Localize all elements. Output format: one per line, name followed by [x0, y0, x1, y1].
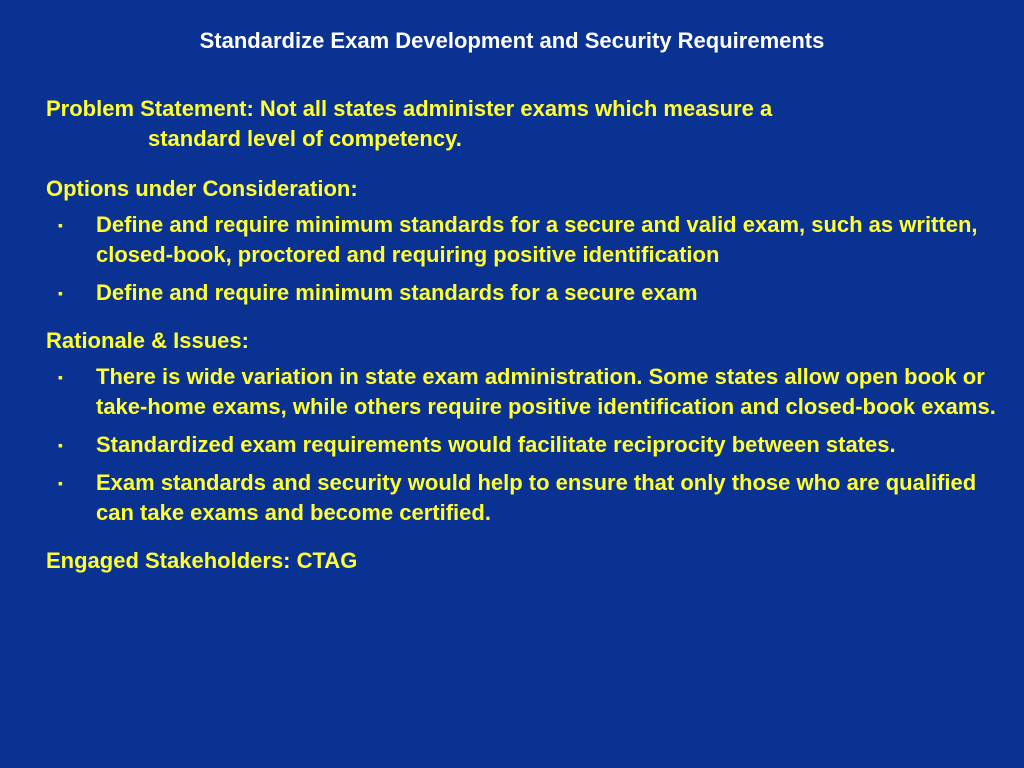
option-item	[46, 210, 996, 270]
rationale-heading: Rationale & Issues:	[46, 328, 249, 353]
options-list	[46, 210, 996, 308]
slide-title: Standardize Exam Development and Security Requirements	[199, 28, 825, 53]
rationale-text: Standardized exam requirements would facilitate reciprocity between states.	[96, 432, 896, 457]
bullet-icon: ▪	[58, 437, 63, 453]
engaged-stakeholders: Engaged Stakeholders: CTAG	[46, 548, 358, 573]
rationale-section	[46, 326, 996, 528]
bullet-icon: ▪	[58, 217, 63, 233]
options-heading: Options under Consideration:	[46, 176, 358, 201]
option-item	[46, 278, 996, 308]
option-text: Define and require minimum standards for a secure and valid exam, such as written, closed-book, proctored and requiring positive identification	[96, 212, 978, 267]
rationale-text: Exam standards and security would help to ensure that only those who are qualified can take exams and become certified.	[96, 470, 977, 525]
rationale-list	[46, 362, 996, 528]
problem-statement	[46, 94, 996, 154]
problem-statement-line-2: standard level of competency.	[148, 126, 462, 151]
problem-statement-line-1: Problem Statement: Not all states administer exams which measure a	[46, 96, 773, 121]
bullet-icon: ▪	[58, 475, 63, 491]
slide-content	[46, 94, 996, 576]
rationale-item	[46, 430, 996, 460]
bullet-icon: ▪	[58, 369, 63, 385]
rationale-item	[46, 468, 996, 528]
option-text: Define and require minimum standards for a secure exam	[96, 280, 698, 305]
rationale-item	[46, 362, 996, 422]
options-section	[46, 174, 996, 308]
rationale-text: There is wide variation in state exam administration. Some states allow open book or take-home exams, while others require positive identification and closed-book exams.	[96, 364, 996, 419]
bullet-icon: ▪	[58, 285, 63, 301]
